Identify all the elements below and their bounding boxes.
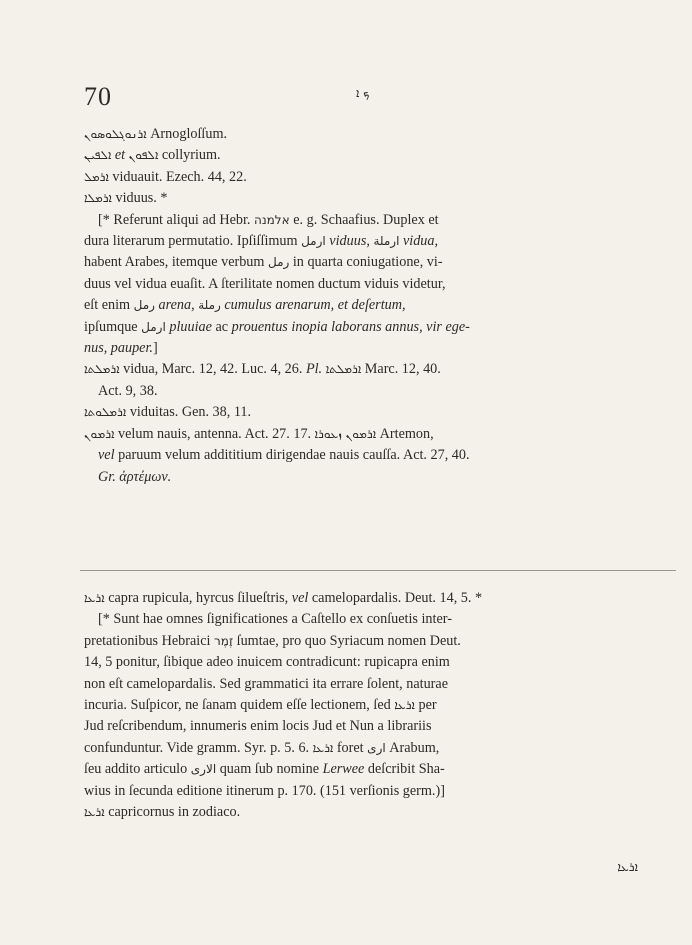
header-mark: ܟ ܐ [356, 86, 370, 100]
entry-velum-greek: Gr. ἀρτέμων. [98, 468, 172, 485]
entry-arnoglossum: ܐܪܢܘܓܠܘܣܘܢ Arnogloſſum. [84, 126, 228, 142]
entry-velum-cont: vel paruum velum addititium dirigendae nauis cauſſa. Act. 27, 40. [98, 447, 470, 464]
section-divider [80, 570, 676, 571]
footnote-viduus: [* Referunt aliqui ad Hebr. אלמנה e. g. Schaafius. Duplex et dura literarum permutatio. Ipſiſſimum ارمل viduus, ارملة vidua, habent Arabes, itemque verbum رمل in quarta coniugatione, vi- duus vel vidua euaſit. A ſterilitate nomen ductum viduis videtur, eſt enim رمل arena, رملة cumulus arenarum, et deſertum, ipſumque ارمل pluuiae ac prouentus inopia laborans annus, vir ege- nus, pauper.] [84, 211, 470, 357]
entry-collyrium: ܐܠܦܝܢ et ܐܠܦܘܢ collyrium. [84, 147, 221, 164]
entry-vidua: ܐܪܡܠܬܐ vidua, Marc. 12, 42. Luc. 4, 26. Pl. ܐܪܡܠܬܐ Marc. 12, 40. [84, 361, 441, 378]
entry-viduitas: ܐܪܡܠܘܬܐ viduitas. Gen. 38, 11. [84, 404, 252, 421]
entry-vidua-cont: Act. 9, 38. [98, 382, 158, 399]
lower-entries [84, 588, 676, 823]
catchword: ܐܪܥܐ [617, 860, 638, 874]
page-number: 70 [84, 82, 112, 111]
upper-entries [84, 124, 676, 488]
footnote-capra: [* Sunt hae omnes ſignificationes a Caſtello ex conſuetis inter- pretationibus Hebraici זֶמֶר ſumtae, pro quo Syriacum nomen Deut. 14, 5 ponitur, ſibique adeo inuicem contradicunt: rupicapra enim non eſt camelopardalis. Sed grammatici ita errare ſolent, naturae incuria. Suſpicor, ne ſanam quidem eſſe lectionem, ſed ܐܪܥܐ per Jud reſcribendum, innumeris enim locis Jud et Nun a librariis confunduntur. Vide gramm. Syr. p. 5. 6. ܐܪܥܐ foret ارى Arabum, ſeu addito articulo الارى quam ſub nomine Lerwee deſcribit Sha- wius in ſecunda editione itinerum p. 170. (151 verſionis germ.)] [84, 611, 461, 799]
entry-capricornus: ܐܪܥܐ capricornus in zodiaco. [84, 804, 241, 821]
entry-viduus: ܐܪܡܠܐ viduus. * [84, 190, 168, 207]
entry-velum: ܐܪܡܘܢ velum nauis, antenna. Act. 27. 17. ܐܪܡܘܢ ܙܥܘܪܐ Artemon, [84, 425, 434, 442]
entry-viduauit: ܐܪܡܠ viduauit. Ezech. 44, 22. [84, 168, 247, 185]
entry-capra-rupicula: ܐܪܥܐ capra rupicula, hyrcus ſilueſtris, vel camelopardalis. Deut. 14, 5. * [84, 590, 483, 606]
